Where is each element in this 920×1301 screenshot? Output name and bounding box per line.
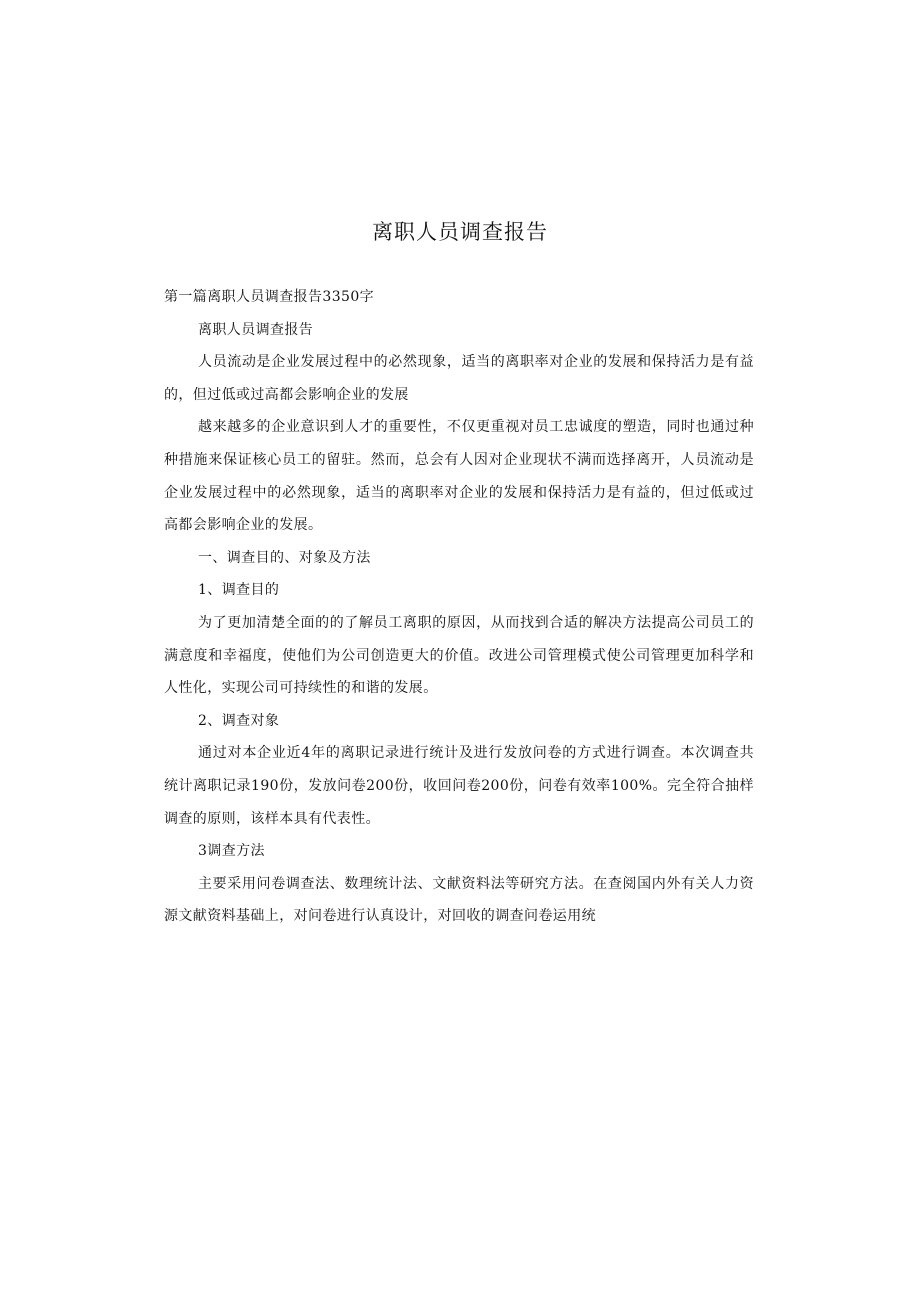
- paragraph-subtitle: 离职人员调查报告: [198, 321, 314, 338]
- subheading-methods: 3调查方法: [198, 843, 265, 860]
- document-body: [164, 281, 754, 933]
- paragraph-heading-chapter: 第一篇离职人员调查报告3350字: [164, 289, 375, 305]
- paragraph-objects: 通过对本企业近4年的离职记录进行统计及进行发放问卷的方式进行调查。本次调查共统计离职记录190份，发放问卷200份，收回问卷200份，问卷有效率100%。完全符合抽样调查的原则，该样本具有代表性。: [164, 745, 754, 827]
- paragraph-intro: 人员流动是企业发展过程中的必然现象，适当的离职率对企业的发展和保持活力是有益的，但过低或过高都会影响企业的发展: [164, 354, 754, 403]
- document-title: 离职人员调查报告: [372, 220, 548, 244]
- subheading-purpose: 1、调查目的: [198, 582, 280, 599]
- subheading-objects: 2、调查对象: [198, 712, 280, 729]
- paragraph-methods: 主要采用问卷调查法、数理统计法、文献资料法等研究方法。在查阅国内外有关人力资源文献资料基础上，对问卷进行认真设计，对回收的调查问卷运用统: [164, 875, 754, 925]
- paragraph-background: 越来越多的企业意识到人才的重要性，不仅更重视对员工忠诚度的塑造，同时也通过种种措施来保证核心员工的留驻。然而，总会有人因对企业现状不满而选择离开，人员流动是企业发展过程中的必然现象，适当的离职率对企业的发展和保持活力是有益的，但过低或过高都会影响企业的发展。: [164, 419, 754, 534]
- paragraph-purpose: 为了更加清楚全面的的了解员工离职的原因，从而找到合适的解决方法提高公司员工的满意度和幸福度，使他们为公司创造更大的价值。改进公司管理模式使公司管理更加科学和人性化，实现公司可持续性的和谐的发展。: [164, 614, 754, 697]
- section-heading-purpose-objects-methods: 一、调查目的、对象及方法: [198, 549, 371, 566]
